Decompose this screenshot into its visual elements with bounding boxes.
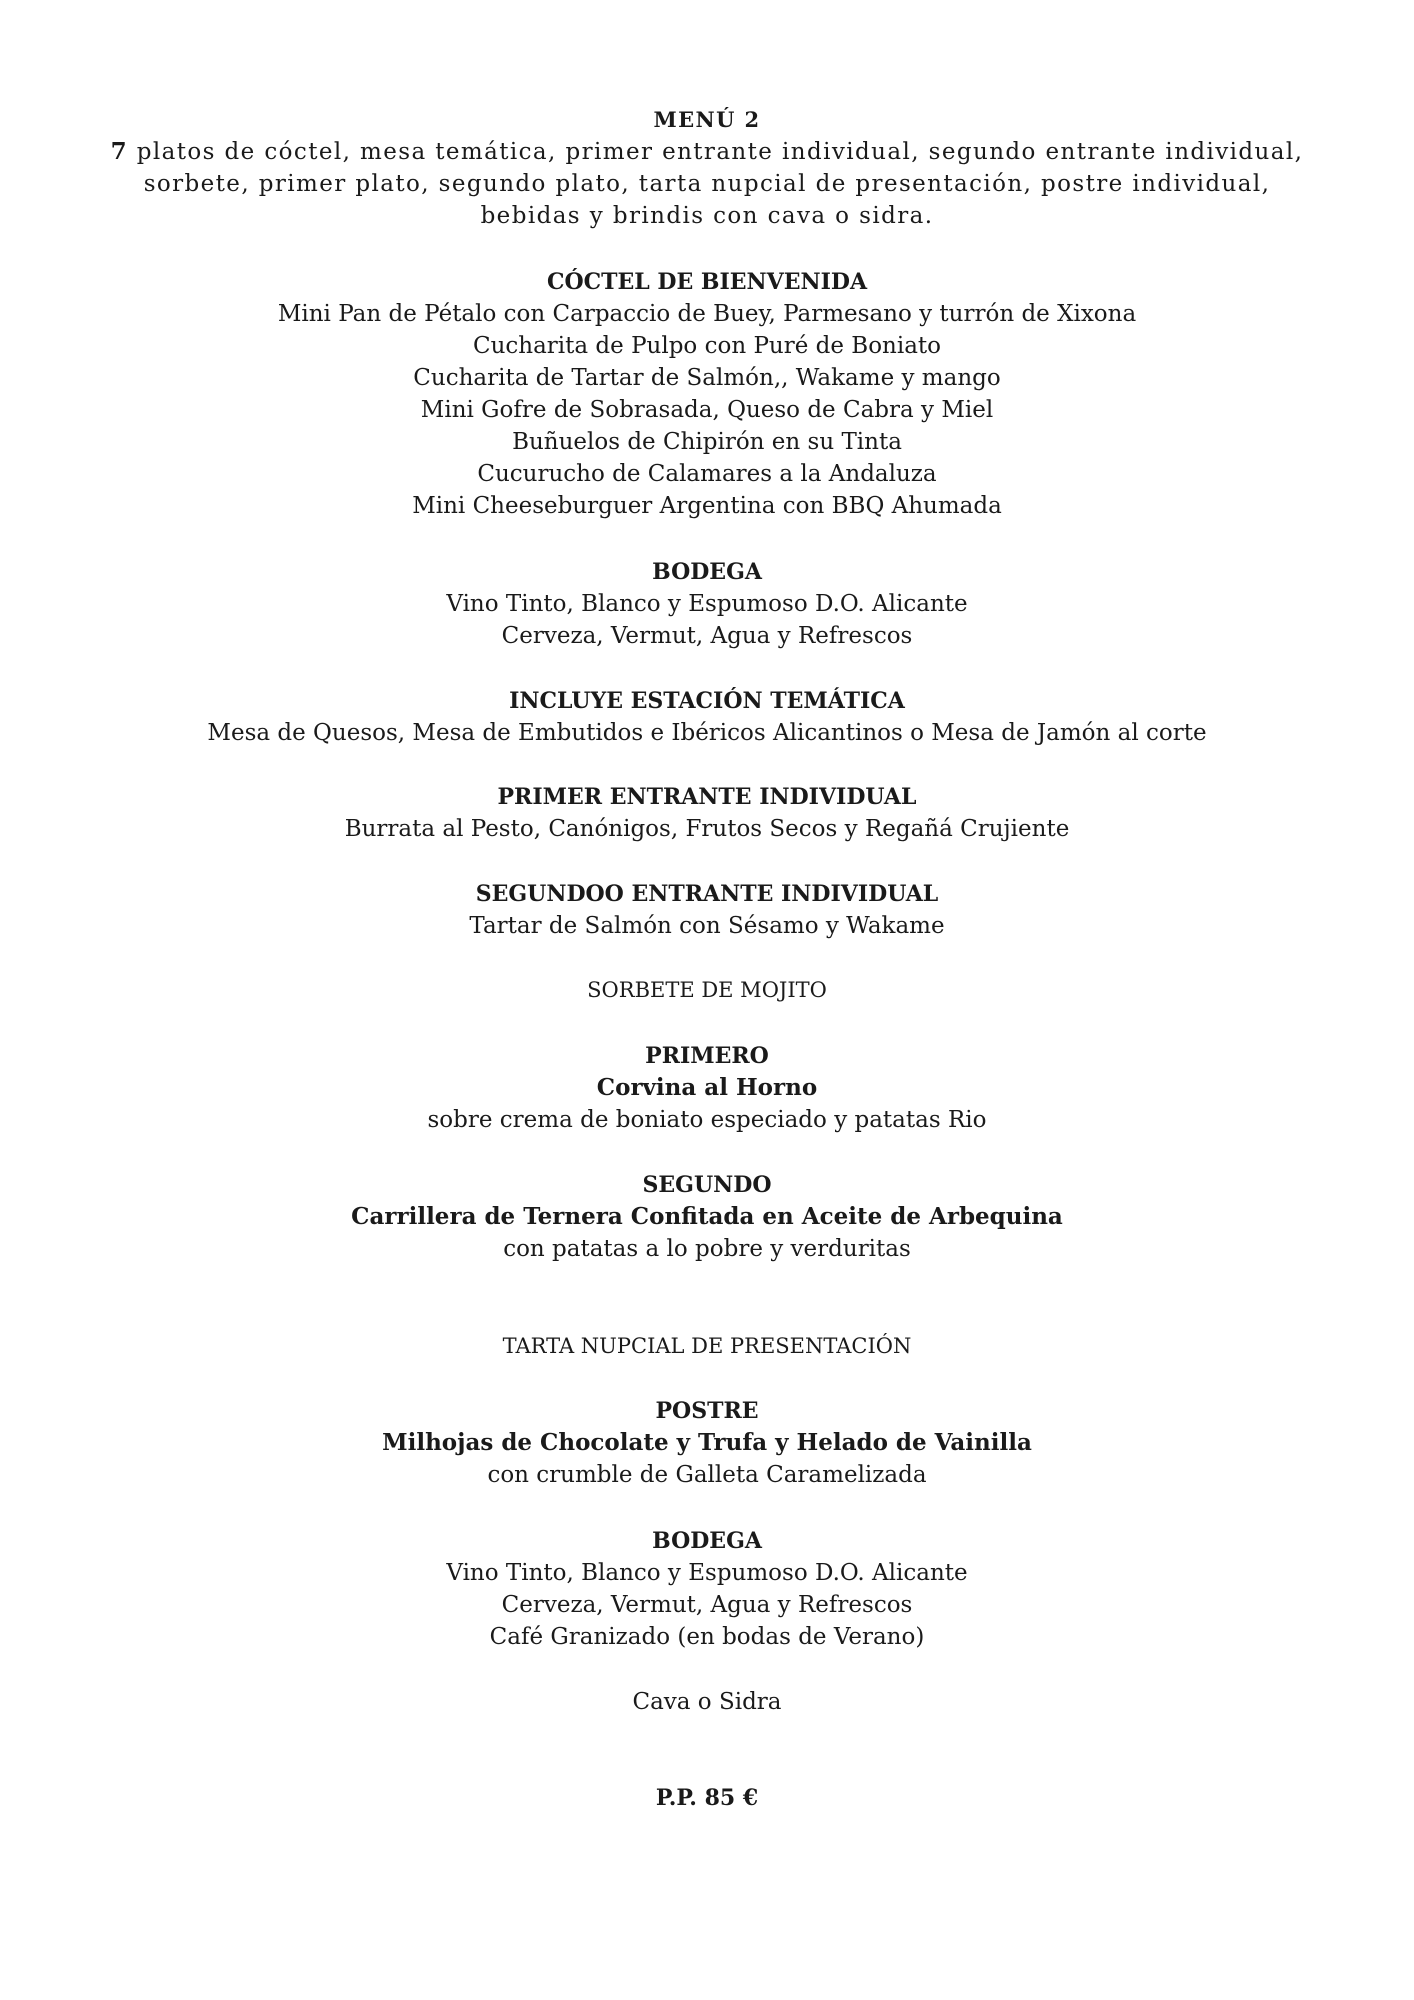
segundo-entrante-heading: SEGUNDOO ENTRANTE INDIVIDUAL [475,881,939,907]
bodega-item: Vino Tinto, Blanco y Espumoso D.O. Alicante [446,591,968,617]
bodega-item: Cerveza, Vermut, Agua y Refrescos [501,623,913,649]
estacion-heading: INCLUYE ESTACIÓN TEMÁTICA [509,688,905,714]
sorbete-text: SORBETE DE MOJITO [587,978,827,1002]
bodega-item: Vino Tinto, Blanco y Espumoso D.O. Alicante [446,1560,968,1586]
coctel-item: Cucurucho de Calamares a la Andaluza [477,461,937,487]
coctel-section [0,266,1414,522]
tarta-section [0,1330,1414,1362]
price-per-person: P.P. 85 € [655,1785,759,1811]
coctel-item: Mini Pan de Pétalo con Carpaccio de Buey, Parmesano y turrón de Xixona [277,301,1137,327]
price-section [0,1782,1414,1814]
primer-entrante-heading: PRIMER ENTRANTE INDIVIDUAL [497,784,917,810]
segundo-heading: SEGUNDO [642,1172,772,1198]
bodega-section-2 [0,1525,1414,1653]
coctel-item: Buñuelos de Chipirón en su Tinta [512,429,902,455]
postre-section [0,1395,1414,1491]
segundo-dish: Carrillera de Ternera Confitada en Aceite de Arbequina [351,1203,1063,1230]
primer-entrante-text: Burrata al Pesto, Canónigos, Frutos Secos y Regañá Crujiente [344,816,1070,842]
intro-line-2: sorbete, primer plato, segundo plato, tarta nupcial de presentación, postre individual, [143,171,1271,197]
primero-detail: sobre crema de boniato especiado y patatas Rio [427,1107,987,1133]
postre-dish: Milhojas de Chocolate y Trufa y Helado de Vainilla [382,1429,1032,1456]
segundo-entrante-section [0,878,1414,942]
postre-heading: POSTRE [655,1398,759,1424]
primer-entrante-section [0,781,1414,845]
bodega-item: Cerveza, Vermut, Agua y Refrescos [501,1592,913,1618]
menu-title: MENÚ 2 [653,107,761,132]
cava-text: Cava o Sidra [632,1689,782,1715]
coctel-item: Cucharita de Pulpo con Puré de Boniato [472,333,942,359]
intro-course-count: 7 [110,138,129,165]
primero-section [0,1040,1414,1136]
segundo-detail: con patatas a lo pobre y verduritas [503,1236,911,1262]
segundo-section [0,1169,1414,1265]
estacion-text: Mesa de Quesos, Mesa de Embutidos e Ibéricos Alicantinos o Mesa de Jamón al corte [207,720,1207,746]
postre-detail: con crumble de Galleta Caramelizada [487,1462,927,1488]
intro-line-3: bebidas y brindis con cava o sidra. [480,203,934,229]
bodega-section-1 [0,556,1414,652]
cava-section [0,1686,1414,1718]
coctel-heading: CÓCTEL DE BIENVENIDA [546,269,868,295]
bodega-heading: BODEGA [652,559,762,585]
intro-line-1-text: platos de cóctel, mesa temática, primer entrante individual, segundo entrante individual, [128,139,1304,165]
tarta-text: TARTA NUPCIAL DE PRESENTACIÓN [502,1334,912,1358]
primero-heading: PRIMERO [645,1043,769,1069]
segundo-entrante-text: Tartar de Salmón con Sésamo y Wakame [469,913,945,939]
coctel-item: Mini Gofre de Sobrasada, Queso de Cabra y Miel [420,397,994,423]
sorbete-section [0,974,1414,1006]
estacion-section [0,685,1414,749]
coctel-item: Cucharita de Tartar de Salmón,, Wakame y mango [413,365,1001,391]
menu-intro [0,104,1414,232]
bodega-item: Café Granizado (en bodas de Verano) [489,1624,925,1650]
intro-line-1 [0,136,1414,168]
primero-dish: Corvina al Horno [596,1074,818,1101]
coctel-item: Mini Cheeseburguer Argentina con BBQ Ahumada [412,493,1002,519]
bodega-heading: BODEGA [652,1528,762,1554]
